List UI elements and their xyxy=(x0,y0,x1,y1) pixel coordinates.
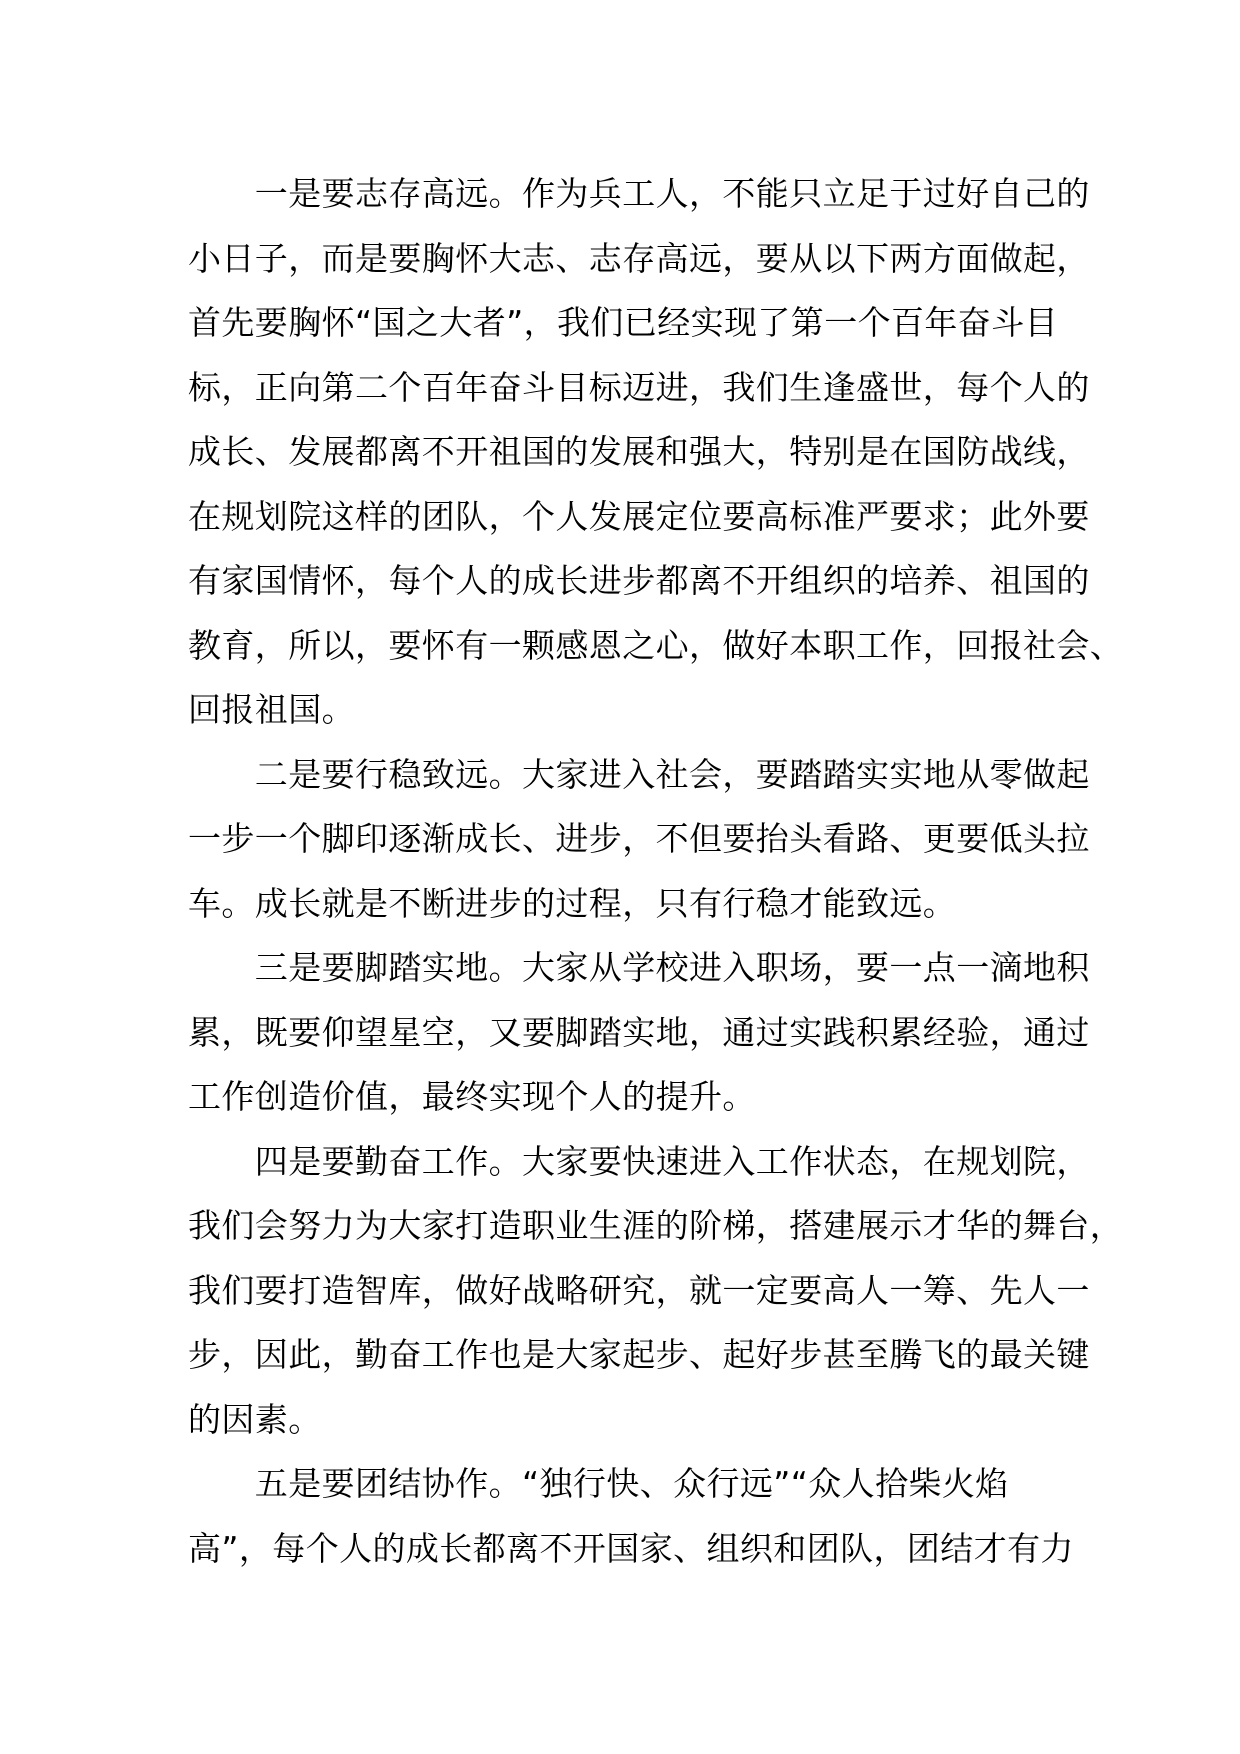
text-line: 工作创造价值，最终实现个人的提升。 xyxy=(188,1077,756,1116)
text-line: 累，既要仰望星空，又要脚踏实地，通过实践积累经验，通过 xyxy=(188,1012,1090,1052)
text-line: 步，因此，勤奋工作也是大家起步、起好步甚至腾飞的最关键 xyxy=(188,1335,1090,1374)
text-line: 高”，每个人的成长都离不开国家、组织和团队，团结才有力 xyxy=(188,1528,1074,1568)
text-line: 我们会努力为大家打造职业生涯的阶梯，搭建展示才华的舞台， xyxy=(188,1206,1124,1245)
text-line: 小日子，而是要胸怀大志、志存高远，要从以下两方面做起， xyxy=(188,238,1090,278)
text-line: 车。成长就是不断进步的过程，只有行稳才能致远。 xyxy=(188,883,957,923)
text-line: 首先要胸怀“国之大者”，我们已经实现了第一个百年奋斗目 xyxy=(188,303,1058,342)
text-line: 成长、发展都离不开祖国的发展和强大，特别是在国防战线， xyxy=(188,432,1090,471)
text-line: 四是要勤奋工作。大家要快速进入工作状态，在规划院， xyxy=(188,1141,1090,1181)
text-line: 教育，所以，要怀有一颗感恩之心，做好本职工作，回报社会、 xyxy=(188,625,1124,665)
text-line: 五是要团结协作。“独行快、众行远”“众人拾柴火焰 xyxy=(188,1464,1009,1503)
text-line: 回报祖国。 xyxy=(188,690,355,729)
text-line: 二是要行稳致远。大家进入社会，要踏踏实实地从零做起 xyxy=(188,754,1090,794)
text-line: 的因素。 xyxy=(188,1399,322,1439)
text-line: 我们要打造智库，做好战略研究，就一定要高人一筹、先人一 xyxy=(188,1270,1090,1310)
text-line: 标，正向第二个百年奋斗目标迈进，我们生逢盛世，每个人的 xyxy=(188,367,1090,407)
text-line: 一是要志存高远。作为兵工人，不能只立足于过好自己的 xyxy=(188,174,1090,213)
text-line: 一步一个脚印逐渐成长、进步，不但要抬头看路、更要低头拉 xyxy=(188,819,1090,858)
text-line: 在规划院这样的团队，个人发展定位要高标准严要求；此外要 xyxy=(188,496,1090,536)
text-line: 有家国情怀，每个人的成长进步都离不开组织的培养、祖国的 xyxy=(188,561,1090,600)
text-line: 三是要脚踏实地。大家从学校进入职场，要一点一滴地积 xyxy=(188,948,1090,987)
